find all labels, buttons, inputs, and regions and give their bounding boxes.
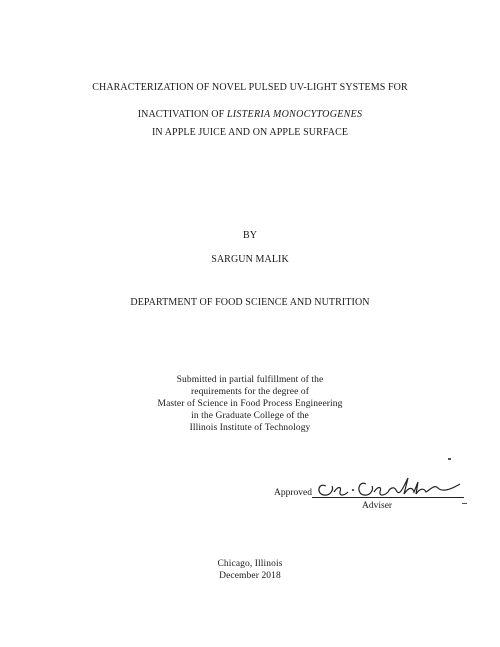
submission-line-5: Illinois Institute of Technology — [189, 423, 311, 433]
title-line-3: IN APPLE JUICE AND ON APPLE SURFACE — [151, 127, 349, 138]
title-line-2-prefix: INACTIVATION OF — [137, 109, 227, 120]
title-line-1: CHARACTERIZATION OF NOVEL PULSED UV-LIGHT SYSTEMS FOR — [92, 82, 408, 93]
submission-line-4: in the Graduate College of the — [191, 411, 309, 421]
submission-date: December 2018 — [219, 571, 281, 581]
approved-label: Approved — [274, 488, 312, 498]
author-name: SARGUN MALIK — [211, 254, 289, 265]
by-label: BY — [242, 230, 258, 241]
department-name: DEPARTMENT OF FOOD SCIENCE AND NUTRITION — [130, 297, 370, 308]
adviser-signature — [312, 468, 472, 502]
adviser-label: Adviser — [362, 501, 393, 511]
submission-line-3: Master of Science in Food Process Engineering — [157, 399, 343, 409]
submission-line-1: Submitted in partial fulfillment of the — [176, 375, 324, 385]
scan-speck — [448, 458, 451, 460]
scan-speck — [462, 503, 467, 504]
title-organism-name: LISTERIA MONOCYTOGENES — [226, 109, 363, 120]
submission-line-2: requirements for the degree of — [190, 387, 309, 397]
location: Chicago, Illinois — [217, 559, 283, 569]
title-line-2 — [0, 109, 500, 121]
